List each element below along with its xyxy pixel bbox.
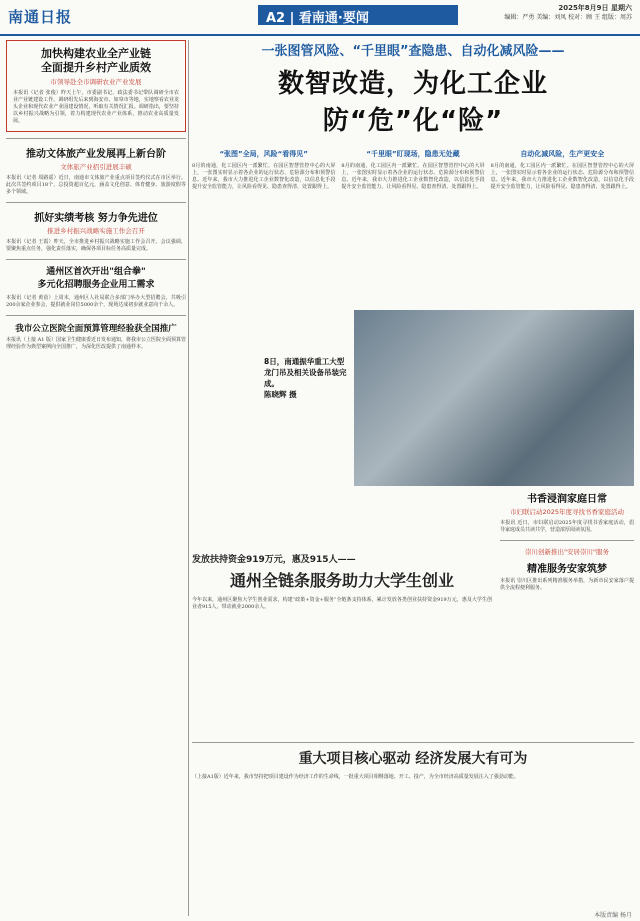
article-recruit [6, 266, 186, 309]
article-agri-headline: 加快构建农业全产业链 全面提升乡村产业质效 [41, 47, 151, 74]
article-agri [6, 40, 186, 132]
projects-body: （上接A1版）近年来，我市坚持把项目建设作为经济工作的生命线，一批重大项目相继落地、开工、投产，为全市经济高质量发展注入了强劲动能。 [192, 774, 519, 780]
article-agri-sub: 市领导赴全市调研农业产业发展 [50, 78, 142, 86]
books-headline: 书香浸润家庭日常 [527, 494, 607, 505]
article-tourism-headline: 推动文体旅产业发展再上新台阶 [26, 149, 166, 160]
article-employment [192, 552, 492, 611]
article-assessment-headline: 抓好实绩考核 努力争先进位 [34, 213, 158, 224]
article-assessment-sub: 推进乡村振兴战略实施工作会召开 [47, 227, 145, 235]
left-column [6, 40, 186, 916]
article-tourism-body: 本报讯（记者 周路遥）近日，南通市文体旅产业重点项目签约仪式在市区举行。此次共签约项目18个，总投资超百亿元，涵盖文化创意、体育健身、旅游度假等多个领域。 [6, 175, 186, 195]
lead-subhead-3: 自动化减风险，生产更安全 [520, 150, 605, 158]
article-assessment-body: 本报讯（记者 王霞）昨天，全市推进乡村振兴战略实施工作会召开。会议强调，要聚焦重点任务，强化责任落实，确保各项目标任务高质量完成。 [6, 239, 186, 252]
article-assessment [6, 209, 186, 253]
page-footer: 本版责编 杨月 [594, 912, 632, 919]
article-hospital-headline: 我市公立医院全面预算管理经验获全国推广 [15, 324, 177, 334]
employment-body: 今年以来，通州区聚焦大学生创业需求，构建“政策+资金+服务”全链条支持体系，累计发放各类创业扶持资金919万元，惠及大学生创业者915人，带动就业2000余人。 [192, 597, 492, 610]
precision-body: 本报讯 崇川区推出系列精准服务举措，为新市民安家落户提供全流程便利服务。 [500, 578, 634, 591]
lead-headline: 数智改造，为化工企业防“危”化“险” [277, 69, 548, 136]
article-projects [192, 748, 634, 781]
lead-subhead-2: “千里眼”盯现场，隐患无处藏 [366, 150, 460, 158]
lead-article [192, 40, 634, 191]
article-tourism-sub: 文体旅产业招引进展丰硕 [60, 163, 132, 171]
lead-body-2: 8月的南通，化工园区内一派繁忙。在园区智慧管控中心的大屏上，一张图实时显示着各企业的运行状态、危险源分布和预警信息。近年来，我市大力推进化工企业数智化改造，以信息化手段提升安全监管能力，让风险看得见、隐患查得清、处置跟得上。 [341, 163, 485, 190]
photo-caption: 8日，南通振华重工大型龙门吊及相关设备吊装完成。 陈晓辉 摄 [264, 357, 347, 399]
employment-headline: 通州全链条服务助力大学生创业 [229, 571, 454, 590]
masthead [0, 0, 640, 36]
article-recruit-headline: 通州区首次开出"组合拳" 多元化招聘服务企业用工需求 [37, 267, 155, 290]
lead-body-3: 8月的南通，化工园区内一派繁忙。在园区智慧管控中心的大屏上，一张图实时显示着各企业的运行状态、危险源分布和预警信息。近年来，我市大力推进化工企业数智化改造，以信息化手段提升安全监管能力，让风险看得见、隐患查得清、处置跟得上。 [490, 163, 634, 190]
books-sub: 市妇联启动2025年度寻找书香家庭活动 [509, 508, 625, 516]
lead-kicker: 一张图管风险、“千里眼”查隐患、自动化减风险—— [261, 44, 565, 59]
precision-headline: 精准服务安家筑梦 [527, 564, 607, 575]
masthead-info [504, 4, 632, 22]
newspaper-logo: 南通日报 [8, 8, 73, 26]
article-agri-body: 本报讯（记者 张俊）昨天上午，市委副书记、政法委书记带队调研全市农业产业链建设工作。调研组先后来到海安市、如皋市等地，实地察看农业龙头企业和现代农业产业园建设情况，听取有关情况汇报。调研指出，要坚持以乡村振兴战略为引领，着力构建现代农业产业体系，推动农业高质量发展。 [13, 90, 179, 124]
books-body: 本报讯 近日，市妇联启动2025年度寻找书香家庭活动，倡导家庭成员共读共学，营造浓厚阅读氛围。 [500, 520, 634, 533]
precision-sub: 崇川创新推出"安居崇川"服务 [525, 548, 609, 556]
column-books-precision [500, 490, 634, 592]
section-tag: A2 | 看南通·要闻 [258, 5, 458, 25]
lead-subhead-1: “张图”全局，风险“看得见” [219, 150, 308, 158]
article-hospital [6, 322, 186, 351]
article-tourism [6, 145, 186, 196]
article-hospital-body: 本报讯（上接 A1 版）国家卫生健康委近日发布通知，将我市公立医院全面预算管理经验作为典型案例向全国推广，为深化医改提供了南通样本。 [6, 337, 186, 350]
editor-credit: 编辑：严勇 美编：刘凤 校对：顾 王 组版：周苏 [504, 14, 632, 21]
issue-date: 2025年8月9日 星期六 [558, 4, 632, 12]
lead-body-1: 8月的南通，化工园区内一派繁忙。在园区智慧管控中心的大屏上，一张图实时显示着各企业的运行状态、危险源分布和预警信息。近年来，我市大力推进化工企业数智化改造，以信息化手段提升安全监管能力，让风险看得见、隐患查得清、处置跟得上。 [192, 163, 336, 190]
employment-kicker: 发放扶持资金919万元，惠及915人—— [192, 555, 356, 565]
projects-headline: 重大项目核心驱动 经济发展大有可为 [298, 751, 528, 767]
crane-photo [354, 310, 634, 486]
article-recruit-body: 本报讯（记者 黄蓓）上周末，通州区人社局联合多部门举办大型招聘会，共吸引200余家企业参会，提供就业岗位5000余个，现场达成初步就业意向千余人。 [6, 295, 186, 308]
